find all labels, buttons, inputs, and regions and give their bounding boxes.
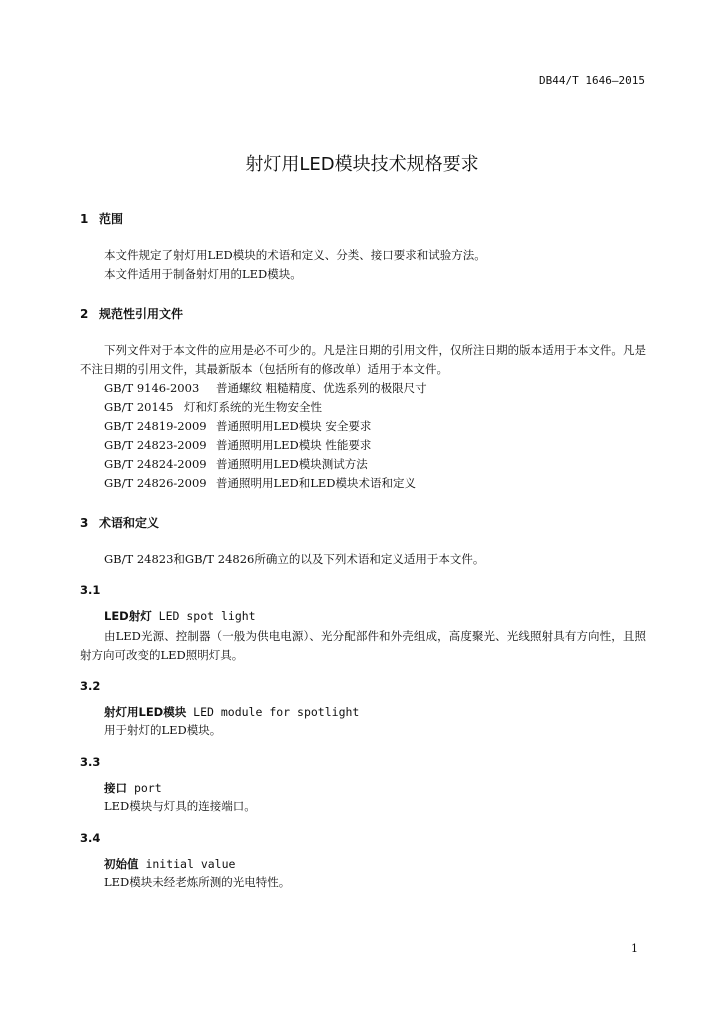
- term-zh: 初始值: [104, 857, 139, 871]
- reference-code: GB/T 20145: [104, 400, 174, 414]
- term-definition: LED模块与灯具的连接端口。: [104, 799, 256, 813]
- reference-title: 普通照明用LED和LED模块术语和定义: [216, 476, 417, 490]
- term-en: initial value: [145, 857, 236, 871]
- reference-code: GB/T 24824-2009: [104, 457, 207, 471]
- term-number: 3.1: [80, 583, 101, 597]
- reference-title: 普通照明用LED模块 安全要求: [216, 419, 372, 433]
- paragraph: 本文件适用于制备射灯用的LED模块。: [104, 267, 302, 281]
- term-heading: [104, 856, 235, 872]
- section-title: 规范性引用文件: [99, 307, 184, 321]
- term-en: LED spot light: [158, 609, 256, 623]
- reference-item: [104, 455, 368, 474]
- term-definition: 由LED光源、控制器（一般为供电电源）、光分配部件和外壳组成，高度聚光、光线照射具有方向性，且照射方向可改变的LED照明灯具。: [80, 629, 646, 662]
- term-definition: LED模块未经老炼所测的光电特性。: [104, 875, 291, 889]
- reference-title: 普通照明用LED模块测试方法: [216, 457, 368, 471]
- term-zh: LED射灯: [104, 609, 152, 623]
- term-definition: 用于射灯的LED模块。: [104, 723, 222, 737]
- term-en: LED module for spotlight: [193, 705, 360, 719]
- reference-item: [104, 474, 416, 493]
- section-number: 3: [80, 516, 89, 530]
- page-number: 1: [631, 942, 638, 955]
- term-number: 3.3: [80, 755, 101, 769]
- paragraph: 本文件规定了射灯用LED模块的术语和定义、分类、接口要求和试验方法。: [104, 248, 486, 262]
- reference-code: GB/T 24819-2009: [104, 419, 207, 433]
- section-2-heading: [80, 305, 183, 322]
- section-number: 2: [80, 307, 89, 321]
- term-number: 3.4: [80, 831, 101, 845]
- reference-code: GB/T 24826-2009: [104, 476, 207, 490]
- document-code: DB44/T 1646—2015: [539, 74, 645, 87]
- section-1-heading: [80, 210, 123, 227]
- reference-title: 普通螺纹 粗糙精度、优选系列的极限尺寸: [216, 381, 427, 395]
- term-number: 3.2: [80, 679, 101, 693]
- paragraph: GB/T 24823和GB/T 24826所确立的以及下列术语和定义适用于本文件。: [104, 552, 485, 566]
- reference-item: [104, 417, 371, 436]
- term-zh: 射灯用LED模块: [104, 705, 187, 719]
- term-heading: [104, 704, 359, 720]
- reference-item: [104, 379, 427, 398]
- reference-title: 普通照明用LED模块 性能要求: [216, 438, 372, 452]
- section-title: 范围: [99, 212, 124, 226]
- document-title: 射灯用LED模块技术规格要求: [245, 154, 479, 175]
- paragraph: 下列文件对于本文件的应用是必不可少的。凡是注日期的引用文件，仅所注日期的版本适用于本文件。凡是不注日期的引用文件，其最新版本（包括所有的修改单）适用于本文件。: [80, 343, 646, 376]
- reference-code: GB/T 24823-2009: [104, 438, 207, 452]
- section-3-heading: [80, 514, 159, 531]
- term-heading: [104, 780, 162, 796]
- term-heading: [104, 608, 256, 624]
- section-title: 术语和定义: [99, 516, 160, 530]
- section-number: 1: [80, 212, 89, 226]
- reference-code: GB/T 9146-2003: [104, 381, 200, 395]
- term-en: port: [133, 781, 162, 795]
- reference-title: 灯和灯系统的光生物安全性: [184, 400, 322, 414]
- term-zh: 接口: [104, 781, 127, 795]
- reference-item: [104, 398, 322, 417]
- reference-item: [104, 436, 371, 455]
